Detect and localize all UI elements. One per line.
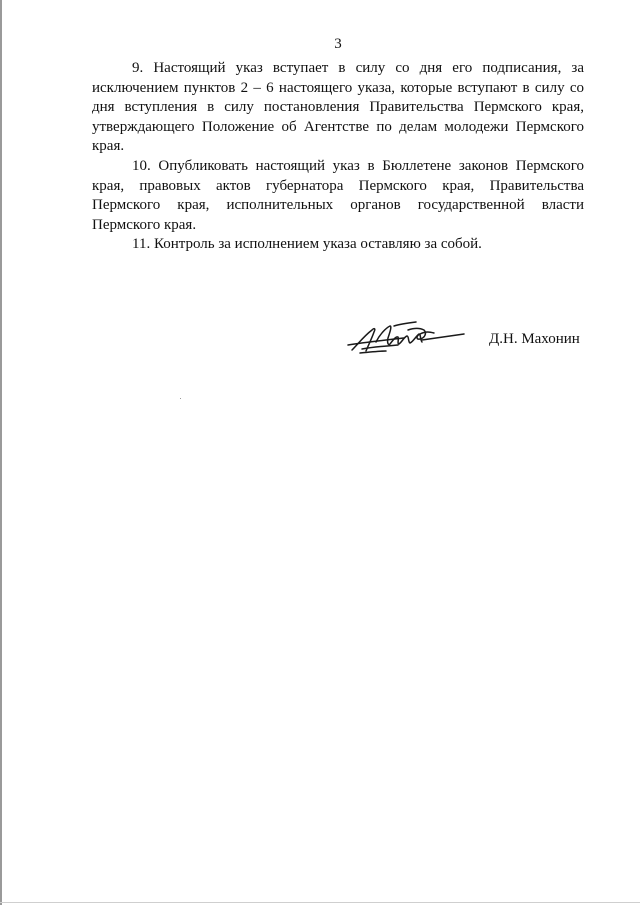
scan-bottom-edge (0, 902, 640, 903)
handwritten-signature (346, 318, 470, 358)
scan-left-edge (0, 0, 2, 905)
page-number: 3 (334, 36, 342, 52)
paragraph-10: 10. Опубликовать настоящий указ в Бюллетене законов Пермского края, правовых актов губернатора Пермского края, Правительства Пермского края, исполнительных органов государственной власти Пермского края. (92, 157, 584, 233)
signer-name: Д.Н. Махонин (489, 331, 580, 347)
paragraph-9: 9. Настоящий указ вступает в силу со дня его подписания, за исключением пунктов 2 – 6 настоящего указа, которые вступают в силу со дня вступления в силу постановления Правительства Пермского края, утверждающего Положение об Агентстве по делам молодежи Пермского края. (92, 60, 584, 155)
scan-speck (180, 398, 181, 399)
document-body (92, 59, 584, 255)
paragraph-11: 11. Контроль за исполнением указа оставляю за собой. (132, 236, 482, 253)
